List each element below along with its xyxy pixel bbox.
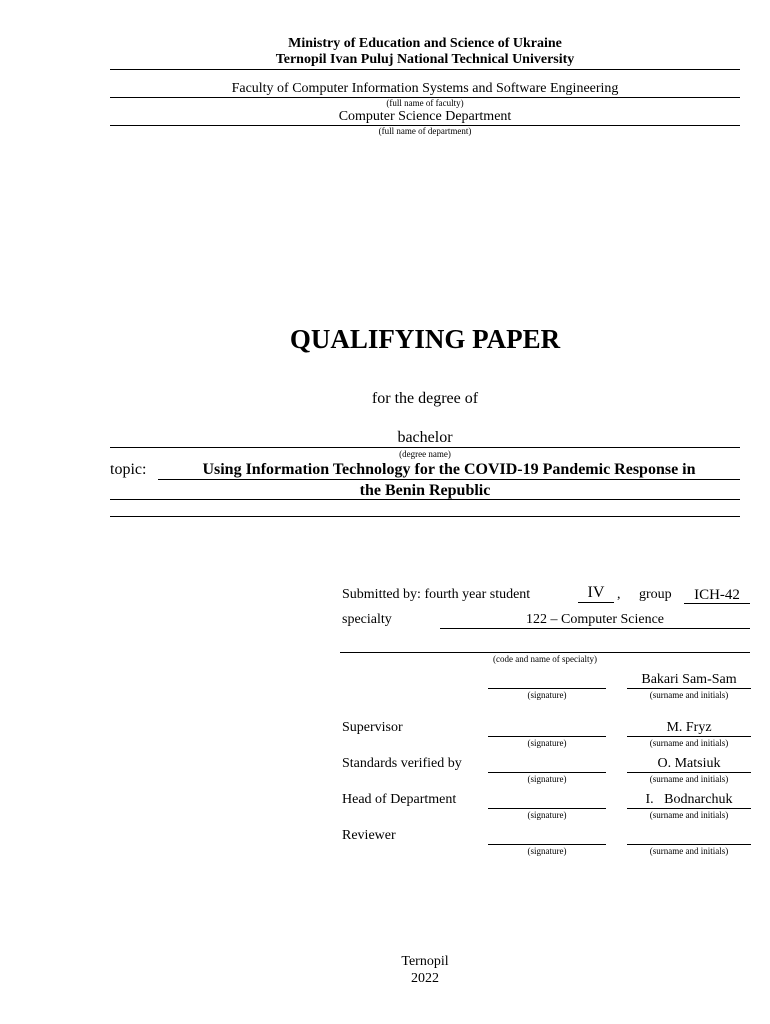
divider bbox=[110, 447, 740, 448]
submitted-by-label: Submitted by: fourth year student bbox=[342, 587, 531, 602]
head-of-department-label: Head of Department bbox=[342, 792, 457, 807]
signature-caption: (signature) bbox=[527, 774, 567, 784]
specialty-label: specialty bbox=[342, 612, 392, 627]
name-line bbox=[627, 808, 751, 809]
divider bbox=[158, 479, 740, 480]
signature-caption: (signature) bbox=[527, 690, 567, 700]
supervisor-label: Supervisor bbox=[342, 720, 403, 735]
surname-caption: (surname and initials) bbox=[649, 690, 729, 700]
signature-line bbox=[488, 808, 606, 809]
signature-caption: (signature) bbox=[527, 846, 567, 856]
university-name: Ternopil Ivan Puluj National Technical University bbox=[275, 52, 575, 67]
surname-caption: (surname and initials) bbox=[649, 774, 729, 784]
year: 2022 bbox=[411, 971, 439, 986]
specialty-value: 122 – Computer Science bbox=[525, 612, 665, 627]
group-label: group bbox=[639, 587, 672, 602]
name-line bbox=[627, 736, 751, 737]
city: Ternopil bbox=[401, 954, 449, 969]
page-title: QUALIFYING PAPER bbox=[289, 324, 561, 354]
department-caption: (full name of department) bbox=[378, 126, 472, 136]
divider bbox=[340, 652, 750, 653]
department-name: Computer Science Department bbox=[338, 109, 512, 124]
degree-caption: (degree name) bbox=[399, 449, 451, 459]
faculty-caption: (full name of faculty) bbox=[386, 98, 464, 108]
topic-line-2: the Benin Republic bbox=[359, 482, 491, 499]
divider bbox=[684, 603, 750, 604]
divider bbox=[110, 499, 740, 500]
reviewer-label: Reviewer bbox=[342, 828, 396, 843]
faculty-name: Faculty of Computer Information Systems and Software Engineering bbox=[231, 81, 619, 96]
head-of-department-name: I. Bodnarchuk bbox=[645, 792, 733, 807]
student-name: Bakari Sam-Sam bbox=[641, 672, 737, 687]
divider bbox=[110, 69, 740, 70]
signature-line bbox=[488, 736, 606, 737]
group-value: ICH-42 bbox=[694, 587, 740, 603]
signature-caption: (signature) bbox=[527, 810, 567, 820]
signature-line bbox=[488, 844, 606, 845]
signature-caption: (signature) bbox=[527, 738, 567, 748]
surname-caption: (surname and initials) bbox=[649, 738, 729, 748]
surname-caption: (surname and initials) bbox=[649, 846, 729, 856]
student-year: IV bbox=[587, 584, 605, 601]
standards-name: O. Matsiuk bbox=[657, 756, 721, 771]
signature-line bbox=[488, 688, 606, 689]
standards-label: Standards verified by bbox=[342, 756, 462, 771]
divider bbox=[110, 516, 740, 517]
comma: , bbox=[617, 587, 621, 602]
divider bbox=[578, 602, 614, 603]
name-line bbox=[627, 844, 751, 845]
signature-line bbox=[488, 772, 606, 773]
name-line bbox=[627, 772, 751, 773]
surname-caption: (surname and initials) bbox=[649, 810, 729, 820]
supervisor-name: M. Fryz bbox=[666, 720, 712, 735]
divider bbox=[440, 628, 750, 629]
degree-name: bachelor bbox=[397, 429, 453, 446]
degree-intro: for the degree of bbox=[371, 390, 479, 407]
topic-label: topic: bbox=[110, 461, 147, 478]
specialty-caption: (code and name of specialty) bbox=[493, 654, 597, 664]
name-line bbox=[627, 688, 751, 689]
ministry-name: Ministry of Education and Science of Ukraine bbox=[288, 36, 562, 51]
topic-line-1: Using Information Technology for the COVID-19 Pandemic Response in bbox=[202, 461, 696, 478]
